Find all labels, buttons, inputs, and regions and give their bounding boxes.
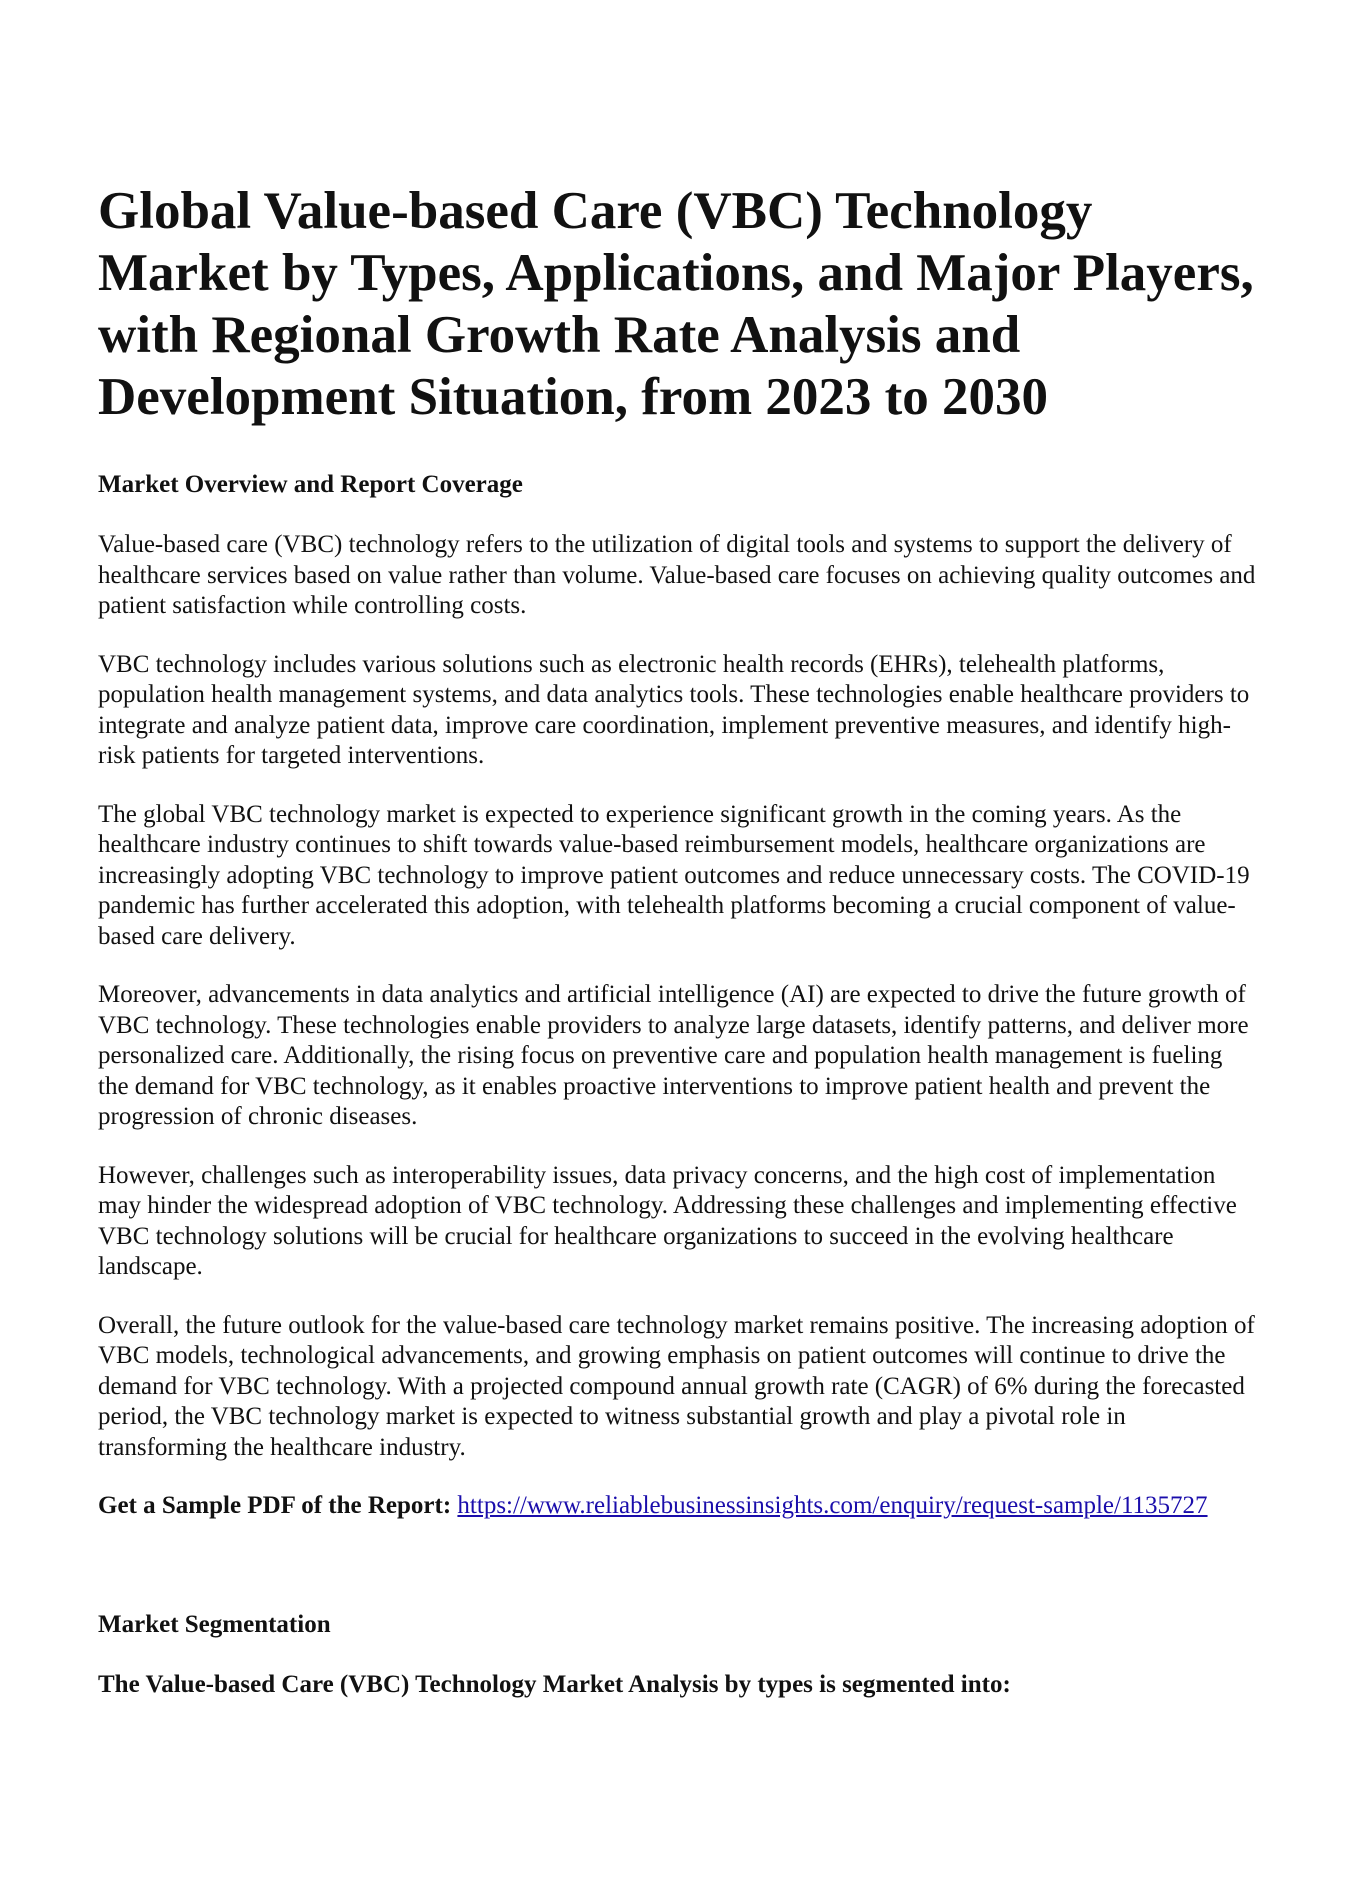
overview-heading: Market Overview and Report Coverage: [98, 471, 523, 498]
page-title: Global Value-based Care (VBC) Technology Market by Types, Applications, and Major Players, with Regional Growth Rate Analysis and Development Situation, from 2023 to 2030: [98, 182, 1254, 426]
sample-pdf-link[interactable]: https://www.reliablebusinessinsights.com/enquiry/request-sample/1135727: [457, 1492, 1208, 1519]
sample-pdf-label: Get a Sample PDF of the Report:: [98, 1492, 452, 1519]
overview-paragraph: Overall, the future outlook for the value-based care technology market remains positive. The increasing adoption of VBC models, technological advancements, and growing emphasis on patient outcomes will continue to drive the demand for VBC technology. With a projected compound annual growth rate (CAGR) of 6% during the forecasted period, the VBC technology market is expected to witness substantial growth and play a pivotal role in transforming the healthcare industry.: [98, 1311, 1255, 1461]
segmentation-subheading: The Value-based Care (VBC) Technology Market Analysis by types is segmented into:: [98, 1670, 1011, 1698]
overview-paragraph: The global VBC technology market is expected to experience significant growth in the coming years. As the healthcare industry continues to shift towards value-based reimbursement models, healthcare organizations are increasingly adopting VBC technology to improve patient outcomes and reduce unnecessary costs. The COVID-19 pandemic has further accelerated this adoption, with telehealth platforms becoming a crucial component of value-based care delivery.: [98, 800, 1250, 950]
overview-paragraph: VBC technology includes various solutions such as electronic health records (EHRs), telehealth platforms, population health management systems, and data analytics tools. These technologies enable healthcare providers to integrate and analyze patient data, improve care coordination, implement preventive measures, and identify high-risk patients for targeted interventions.: [98, 650, 1250, 769]
overview-paragraph: Moreover, advancements in data analytics and artificial intelligence (AI) are expected to drive the future growth of VBC technology. These technologies enable providers to analyze large datasets, identify patterns, and deliver more personalized care. Additionally, the rising focus on preventive care and population health management is fueling the demand for VBC technology, as it enables proactive interventions to improve patient health and prevent the progression of chronic diseases.: [98, 981, 1249, 1130]
sample-pdf-line: [98, 1491, 1258, 1522]
document-page: [98, 180, 1258, 1700]
segmentation-heading: Market Segmentation: [98, 1610, 331, 1638]
overview-paragraph: Value-based care (VBC) technology refers to the utilization of digital tools and systems to support the delivery of healthcare services based on value rather than volume. Value-based care focuses on achieving quality outcomes and patient satisfaction while controlling costs.: [98, 531, 1256, 619]
overview-paragraph: However, challenges such as interoperability issues, data privacy concerns, and the high cost of implementation may hinder the widespread adoption of VBC technology. Addressing these challenges and implementing effective VBC technology solutions will be crucial for healthcare organizations to succeed in the evolving healthcare landscape.: [98, 1161, 1237, 1280]
